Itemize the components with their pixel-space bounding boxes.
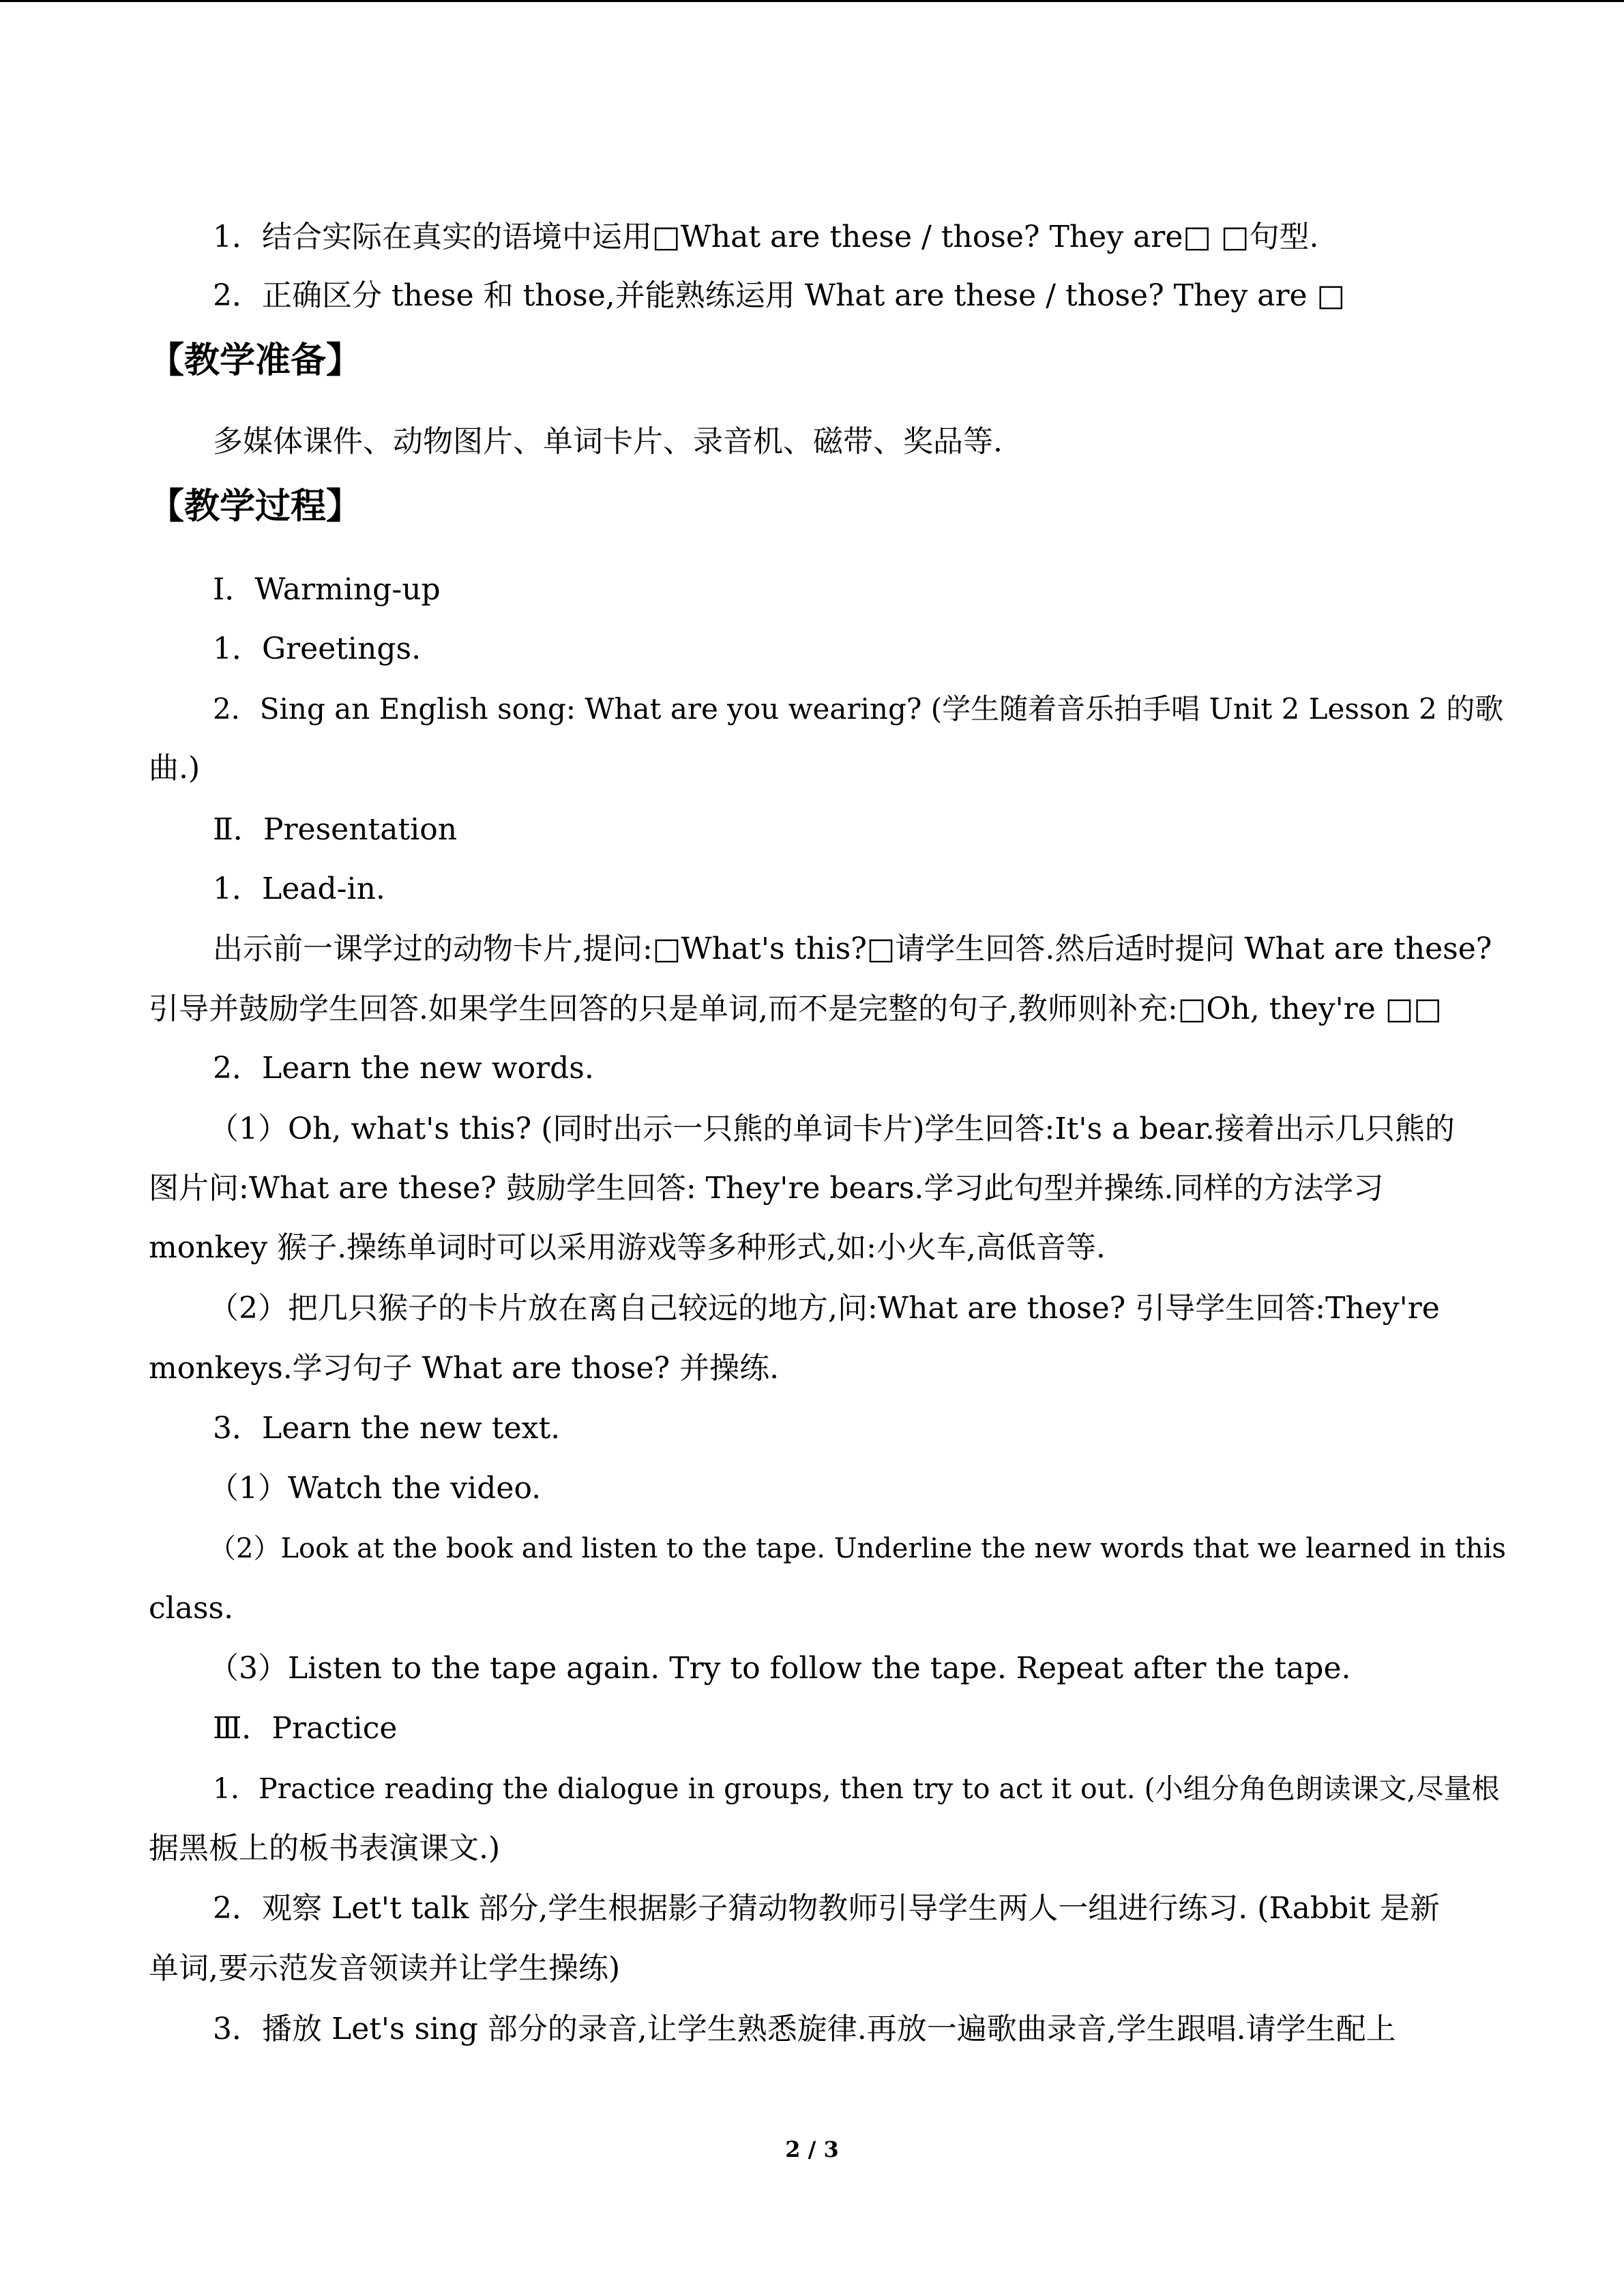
process-heading: 【教学过程】 [149,486,362,527]
text-step-3: （3）Listen to the tape again. Try to follow the tape. Repeat after the tape. [209,1651,1351,1686]
leadin-text: 出示前一课学过的动物卡片,提问:□What's this?□请学生回答.然后适时提问 What are these? [213,931,1492,966]
words-step-2-cont: monkeys.学习句子 What are those? 并操练. [149,1351,780,1386]
prep-heading: 【教学准备】 [149,340,362,381]
presentation-title: Ⅱ．Presentation [213,812,458,847]
prep-text: 多媒体课件、动物图片、单词卡片、录音机、磁带、奖品等. [213,424,1003,459]
practice-item-2: 2．观察 Let't talk 部分,学生根据影子猜动物教师引导学生两人一组进行练习. (Rabbit 是新 [213,1891,1440,1926]
practice-title: Ⅲ．Practice [213,1711,398,1746]
practice-item-1-cont: 据黑板上的板书表演课文.) [149,1831,501,1866]
words-step-1: （1）Oh, what's this? (同时出示一只熊的单词卡片)学生回答:It's a bear.接着出示几只熊的 [209,1112,1455,1146]
text-step-1: （1）Watch the video. [209,1471,542,1506]
practice-item-2-cont: 单词,要示范发音领读并让学生操练) [149,1951,621,1986]
page-top-border [0,0,1624,2]
objective-1: 1．结合实际在真实的语境中运用□What are these / those? They are□ □句型. [213,220,1319,254]
practice-item-3: 3．播放 Let's sing 部分的录音,让学生熟悉旋律.再放一遍歌曲录音,学生跟唱.请学生配上 [213,2012,1396,2046]
words-step-2: （2）把几只猴子的卡片放在离自己较远的地方,问:What are those? 引导学生回答:They're [209,1291,1440,1326]
leadin-title: 1．Lead-in. [213,871,385,906]
page-number: 2 / 3 [785,2136,839,2162]
text-step-2: （2）Look at the book and listen to the tape. Underline the new words that we learned in this [209,1533,1506,1564]
warmup-title: Ⅰ．Warming-up [213,572,441,607]
learn-text-title: 3．Learn the new text. [213,1411,561,1446]
warmup-item-1: 1．Greetings. [213,631,422,666]
warmup-item-2-cont: 曲.) [149,751,201,786]
practice-item-1: 1．Practice reading the dialogue in groups, then try to act it out. (小组分角色朗读课文,尽量根 [213,1772,1500,1805]
objective-2: 2．正确区分 these 和 those,并能熟练运用 What are these / those? They are □ [213,278,1346,313]
text-step-2-cont: class. [149,1591,234,1626]
warmup-item-2: 2．Sing an English song: What are you wearing? (学生随着音乐拍手唱 Unit 2 Lesson 2 的歌 [213,692,1504,726]
learn-words-title: 2．Learn the new words. [213,1051,594,1086]
leadin-text-cont: 引导并鼓励学生回答.如果学生回答的只是单词,而不是完整的句子,教师则补充:□Oh, they're □□ [149,992,1442,1026]
words-step-1-cont2: monkey 猴子.操练单词时可以采用游戏等多种形式,如:小火车,高低音等. [149,1230,1106,1265]
words-step-1-cont: 图片问:What are these? 鼓励学生回答: They're bears.学习此句型并操练.同样的方法学习 [149,1171,1384,1206]
